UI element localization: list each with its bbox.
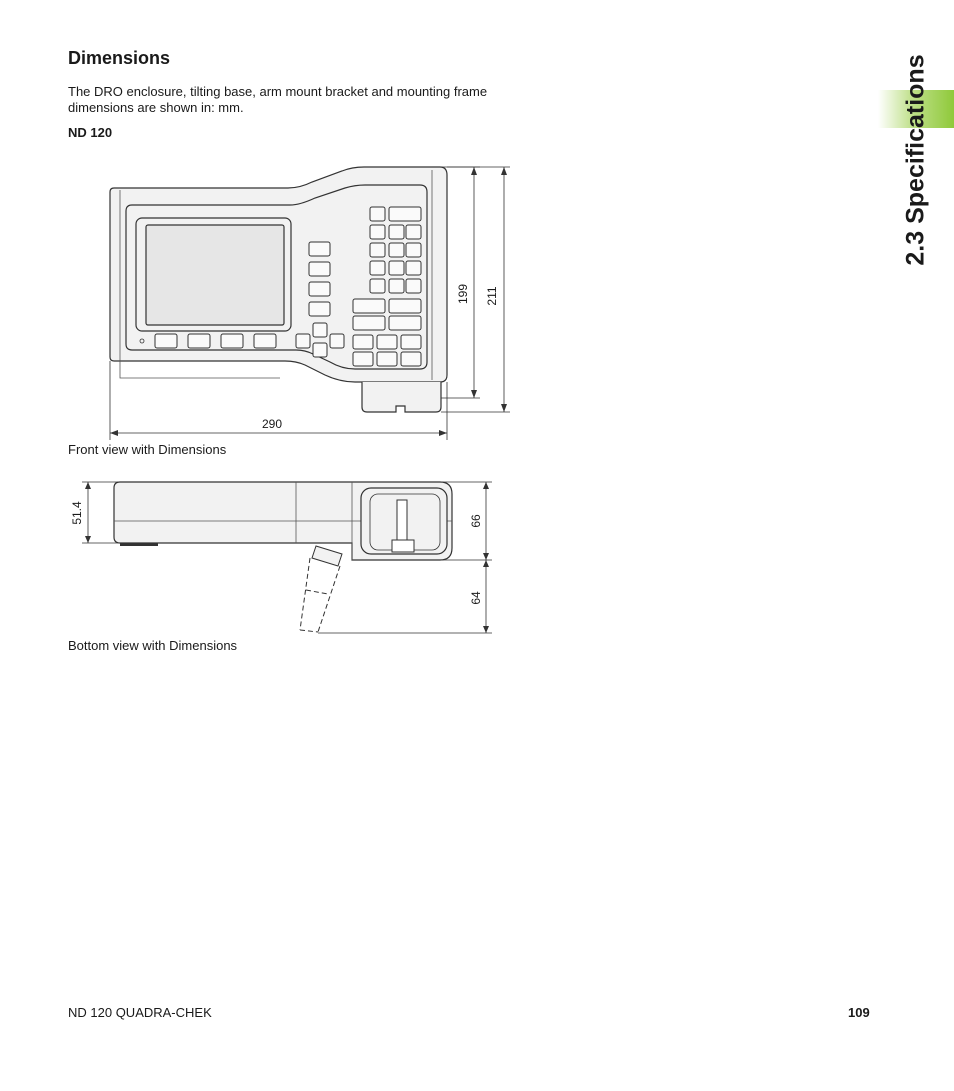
keypad-key <box>406 261 421 275</box>
page-number: 109 <box>848 1005 870 1020</box>
body-height-label: 199 <box>456 283 470 305</box>
keypad-key <box>389 243 404 257</box>
keypad-key <box>406 279 421 293</box>
keypad-key <box>389 279 404 293</box>
arrow-left-key <box>296 334 310 348</box>
total-height-label: 211 <box>485 286 499 306</box>
front-view-drawing <box>100 160 520 445</box>
bracket-clamp <box>392 540 414 552</box>
keypad-key <box>370 243 385 257</box>
function-key <box>401 352 421 366</box>
width-dimension-label: 290 <box>261 417 283 431</box>
function-key <box>377 352 397 366</box>
foot-pad <box>120 543 158 546</box>
keypad-key <box>370 279 385 293</box>
keypad-key <box>370 261 385 275</box>
arrow-up-key <box>313 323 327 337</box>
axis-key-1 <box>309 242 330 256</box>
axis-key-4 <box>309 302 330 316</box>
function-key <box>389 299 421 313</box>
function-key <box>353 316 385 330</box>
tilting-base <box>362 382 441 412</box>
footer-product-name: ND 120 QUADRA-CHEK <box>68 1005 212 1020</box>
arrow-down-key <box>313 343 327 357</box>
depth-label: 66 <box>469 514 483 528</box>
keypad-key <box>406 243 421 257</box>
keypad-key <box>370 225 385 239</box>
intro-paragraph: The DRO enclosure, tilting base, arm mount bracket and mounting frame dimensions are shown in: mm. <box>68 84 488 115</box>
cable-outline <box>300 558 340 632</box>
keypad-key <box>370 207 385 221</box>
keypad-key <box>389 225 404 239</box>
function-key <box>389 316 421 330</box>
keypad-key <box>389 261 404 275</box>
keypad-key <box>389 207 421 221</box>
function-key <box>377 335 397 349</box>
page-heading: Dimensions <box>68 48 171 68</box>
bottom-view-drawing <box>70 472 500 640</box>
softkey-3 <box>221 334 243 348</box>
thickness-label: 51.4 <box>70 501 84 525</box>
softkey-4 <box>254 334 276 348</box>
function-key <box>401 335 421 349</box>
bottom-view-caption: Bottom view with Dimensions <box>68 638 238 653</box>
softkey-1 <box>155 334 177 348</box>
axis-key-2 <box>309 262 330 276</box>
function-key <box>353 299 385 313</box>
lcd-screen <box>146 225 284 325</box>
bracket-label: 64 <box>469 591 483 605</box>
cable-band <box>306 590 328 594</box>
section-tab-label: 2.3 Specifications <box>901 54 930 266</box>
function-key <box>353 352 373 366</box>
axis-key-3 <box>309 282 330 296</box>
connector-plug <box>312 546 342 566</box>
function-key <box>353 335 373 349</box>
keypad-key <box>406 225 421 239</box>
front-view-caption: Front view with Dimensions <box>68 442 227 457</box>
softkey-2 <box>188 334 210 348</box>
model-subheading: ND 120 <box>68 125 113 140</box>
arrow-right-key <box>330 334 344 348</box>
